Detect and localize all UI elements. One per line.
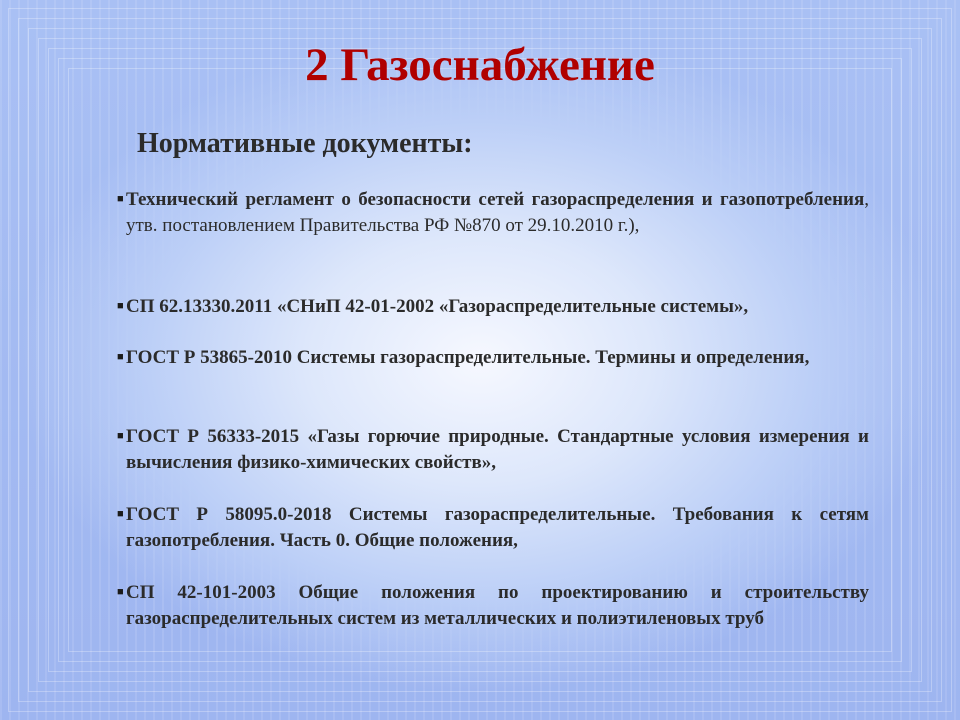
slide-subtitle: Нормативные документы: — [137, 128, 473, 159]
document-title: СП 42-101-2003 Общие положения по проектированию и строительству газораспределительных систем из металлических и полиэтиленовых труб — [126, 582, 869, 629]
slide-title: 2 Газоснабжение — [305, 39, 655, 91]
document-title: Технический регламент о безопасности сетей газораспределения и газопотребления — [126, 189, 865, 210]
bullet-icon: ■ — [117, 193, 124, 205]
bullet-icon: ■ — [117, 586, 124, 598]
bullet-icon: ■ — [117, 508, 124, 520]
list-item — [117, 502, 869, 554]
bullet-icon: ■ — [117, 300, 124, 312]
document-title: ГОСТ Р 58095.0-2018 Системы газораспределительные. Требования к сетям газопотребления. Часть 0. Общие положения, — [126, 504, 869, 551]
document-title: СП 62.13330.2011 «СНиП 42-01-2002 «Газораспределительные системы», — [126, 296, 749, 317]
bullet-icon: ■ — [117, 351, 124, 363]
bullet-icon: ■ — [117, 430, 124, 442]
document-title: ГОСТ Р 56333-2015 «Газы горючие природные. Стандартные условия измерения и вычисления физико-химических свойств», — [126, 426, 869, 473]
list-item — [117, 580, 869, 632]
list-item — [117, 424, 869, 476]
list-item — [117, 187, 869, 239]
list-item — [117, 345, 869, 371]
list-item — [117, 294, 869, 320]
document-title: ГОСТ Р 53865-2010 Системы газораспределительные. Термины и определения, — [126, 347, 810, 368]
document-note: , утв. постановлением Правительства РФ №870 от 29.10.2010 г.), — [126, 189, 869, 236]
